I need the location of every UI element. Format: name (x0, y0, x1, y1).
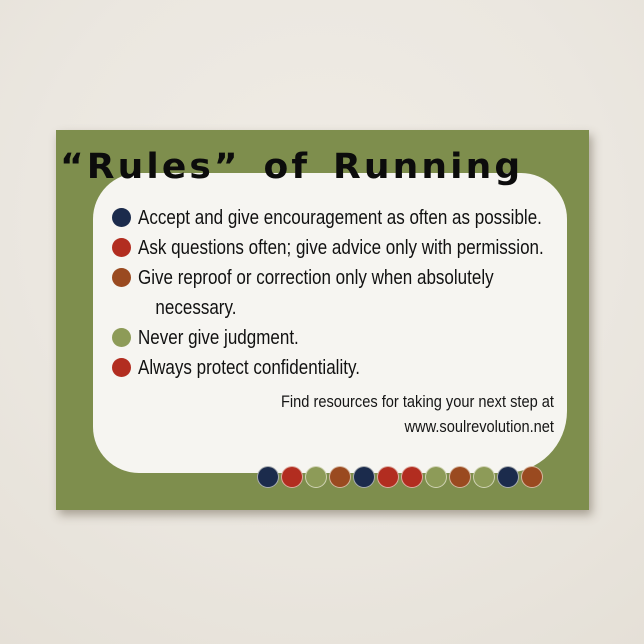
rule-text (138, 323, 299, 353)
decorative-dot (449, 466, 471, 488)
rule-item (112, 353, 567, 383)
resources-note (93, 389, 567, 439)
decorative-dot (401, 466, 423, 488)
bullet-dot (112, 238, 131, 257)
rule-item (112, 263, 567, 323)
bullet-dot (112, 208, 131, 227)
rules-panel (93, 173, 567, 473)
rule-line: Ask questions often; give advice only with permission. (138, 236, 544, 259)
rule-line: Give reproof or correction only when absolutely (138, 266, 494, 289)
rule-text (138, 263, 494, 323)
rule-line: Never give judgment. (138, 326, 299, 349)
rule-line: Accept and give encouragement as often as possible. (138, 206, 542, 229)
rule-item (112, 233, 567, 263)
decorative-dot (257, 466, 279, 488)
rule-text (138, 203, 542, 233)
decorative-dot (329, 466, 351, 488)
rule-text (138, 233, 544, 263)
business-card (56, 130, 589, 510)
bullet-dot (112, 358, 131, 377)
decorative-dot-row (257, 466, 543, 488)
rule-text (138, 353, 360, 383)
resources-text: Find resources for taking your next step at (280, 392, 554, 411)
decorative-dot (305, 466, 327, 488)
decorative-dot (521, 466, 543, 488)
decorative-dot (281, 466, 303, 488)
decorative-dot (377, 466, 399, 488)
rules-list (93, 173, 567, 383)
rule-line-wrap: necessary. (155, 296, 237, 319)
decorative-dot (425, 466, 447, 488)
rule-item (112, 323, 567, 353)
decorative-dot (473, 466, 495, 488)
card-title: “Rules” of Running (60, 147, 524, 187)
rule-line: Always protect confidentiality. (138, 356, 360, 379)
bullet-dot (112, 268, 131, 287)
decorative-dot (353, 466, 375, 488)
decorative-dot (497, 466, 519, 488)
bullet-dot (112, 328, 131, 347)
rule-item (112, 203, 567, 233)
website-url: www.soulrevolution.net (404, 417, 554, 436)
